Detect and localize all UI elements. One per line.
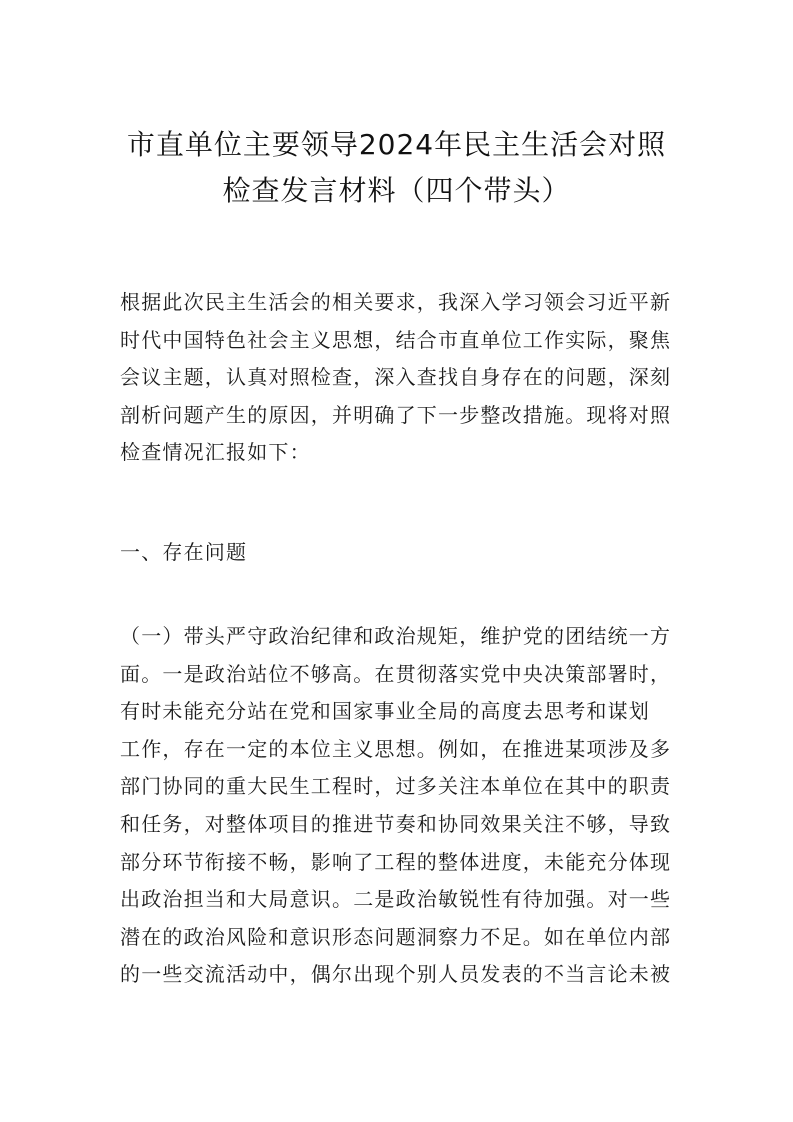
intro-paragraph [120,284,680,472]
document-title-line-1: 市直单位主要领导2024年民主生活会对照 [126,128,667,161]
section-1-line: 部分环节衔接不畅，影响了工程的整体进度，未能充分体现 [120,849,672,874]
section-1-line: 和任务，对整体项目的推进节奏和协同效果关注不够，导致 [120,811,672,836]
section-1-paragraph [120,618,680,994]
section-1-line: 出政治担当和大局意识。二是政治敏锐性有待加强。对一些 [120,887,672,912]
section-1-line: 有时未能充分站在党和国家事业全局的高度去思考和谋划 [120,699,650,724]
section-heading-problems: 一、存在问题 [120,540,248,564]
section-1-line: （一）带头严守政治纪律和政治规矩，维护党的团结统一方 [120,624,672,648]
section-1-line: 工作，存在一定的本位主义思想。例如，在推进某项涉及多 [120,736,672,761]
section-1-line: 面。一是政治站位不够高。在贯彻落实党中央决策部署时， [120,661,672,686]
intro-line: 根据此次民主生活会的相关要求，我深入学习领会习近平新 [120,290,672,314]
section-1-line: 部门协同的重大民生工程时，过多关注本单位在其中的职责 [120,774,672,799]
intro-line: 时代中国特色社会主义思想，结合市直单位工作实际，聚焦 [120,327,672,352]
intro-line: 剖析问题产生的原因，并明确了下一步整改措施。现将对照 [120,402,672,427]
section-1-line: 潜在的政治风险和意识形态问题洞察力不足。如在单位内部 [120,924,672,949]
intro-line: 会议主题，认真对照检查，深入查找自身存在的问题，深刻 [120,365,672,390]
document-title-line-2: 检查发言材料（四个带头） [222,174,571,207]
section-1-line: 的一些交流活动中，偶尔出现个别人员发表的不当言论未被 [120,962,672,987]
intro-line: 检查情况汇报如下： [120,440,311,465]
